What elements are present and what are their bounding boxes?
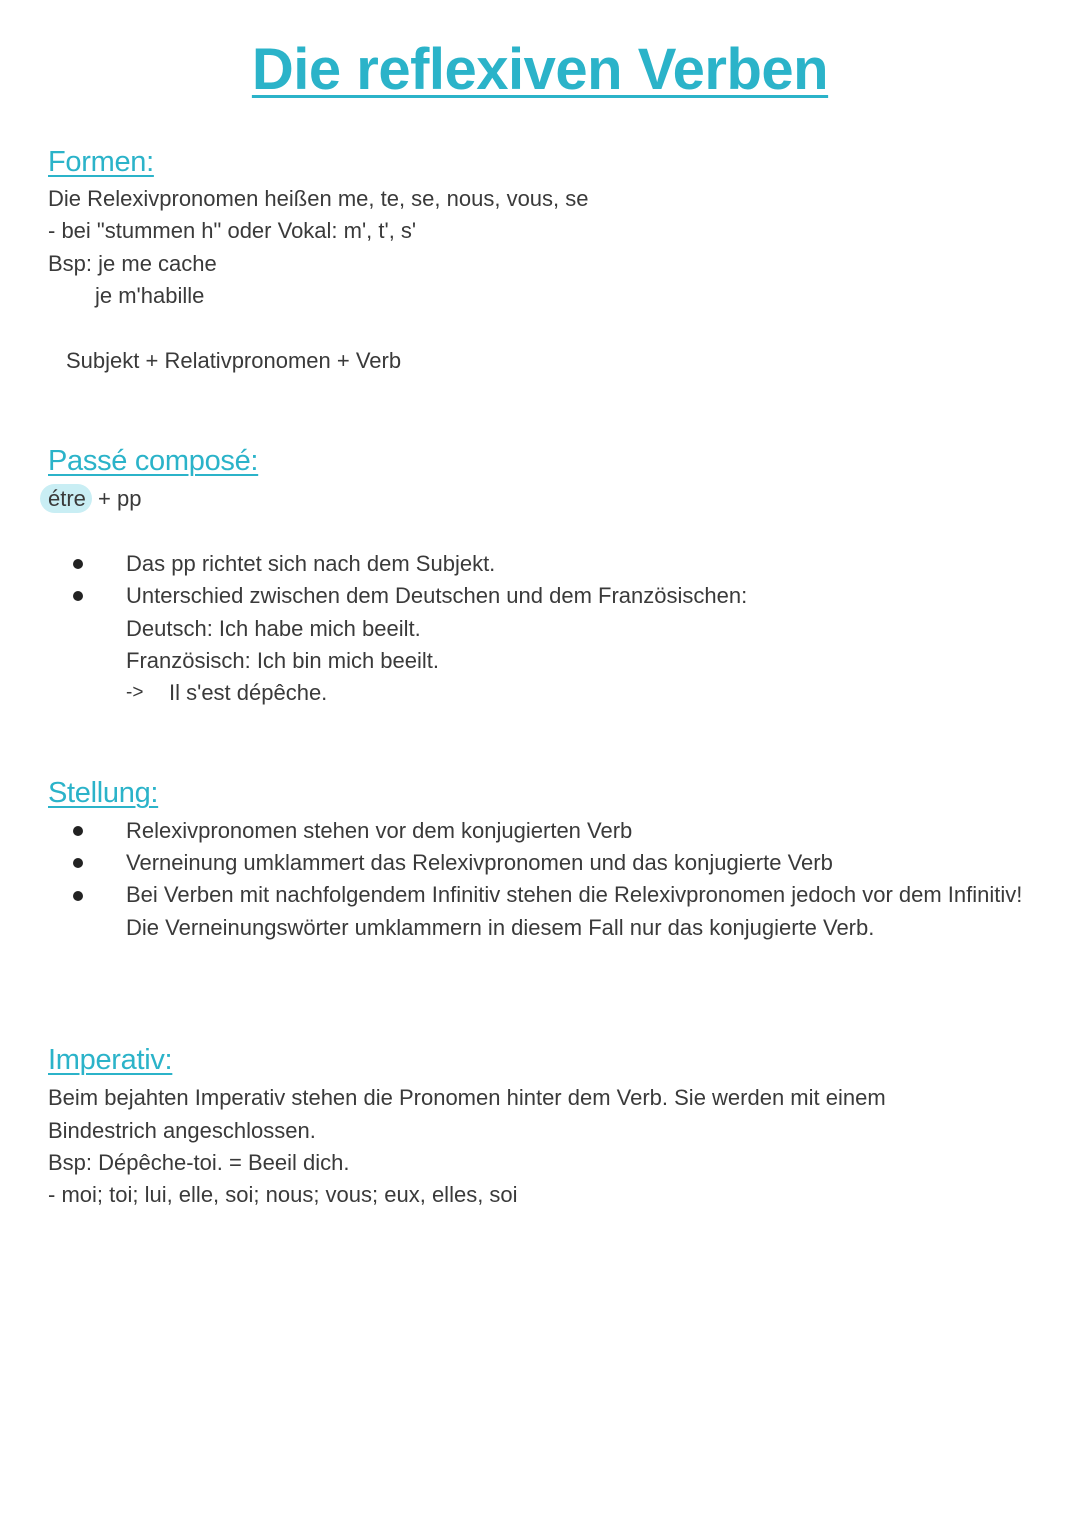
page-title-text: Die reflexiven Verben [251,37,829,102]
formen-line-4: je m'habille [95,283,205,308]
imperativ-pronouns: - moi; toi; lui, elle, soi; nous; vous; eux, elles, soi [48,1182,518,1207]
bullet-dot [73,559,83,569]
passe-compose-bullet-1: Das pp richtet sich nach dem Subjekt. [126,551,496,576]
stellung-bullet-1: Relexivpronomen stehen vor dem konjugierten Verb [126,818,633,843]
passe-compose-bullet-2: Unterschied zwischen dem Deutschen und dem Französischen: [126,583,748,608]
imperativ-paragraph: Beim bejahten Imperativ stehen die Pronomen hinter dem Verb. Sie werden mit einem Bindestrich angeschlossen. [48,1085,886,1143]
heading-stellung: Stellung: [48,777,159,809]
imperativ-example: Bsp: Dépêche-toi. = Beeil dich. [48,1150,350,1175]
arrow-icon: -> [126,682,144,703]
bullet-dot [73,826,83,836]
page-title [0,34,1080,106]
heading-passe-compose: Passé composé: [48,445,259,477]
passe-compose-subline-1: Deutsch: Ich habe mich beeilt. [126,616,421,641]
passe-compose-subline-2: Französisch: Ich bin mich beeilt. [126,648,440,673]
formula-rest: + pp [91,486,142,511]
formen-line-2: - bei "stummen h" oder Vokal: m', t', s' [48,218,417,243]
formen-line-1: Die Relexivpronomen heißen me, te, se, nous, vous, se [48,186,589,211]
heading-imperativ: Imperativ: [48,1044,173,1076]
bullet-dot [73,591,83,601]
stellung-bullet-3: Bei Verben mit nachfolgendem Infinitiv stehen die Relexivpronomen jedoch vor dem Infinitiv! Die Verneinungswörter umklammern in diesem Fall nur das konjugierte Verb. [126,882,1023,940]
etre-highlight: étre [40,484,92,513]
formen-formula: Subjekt + Relativpronomen + Verb [66,348,402,373]
bullet-dot [73,858,83,868]
heading-formen: Formen: [48,146,154,178]
bullet-dot [73,891,83,901]
passe-compose-example: Il s'est dépêche. [169,680,328,705]
formen-line-3: Bsp: je me cache [48,251,217,276]
passe-compose-formula [48,483,141,515]
stellung-bullet-2: Verneinung umklammert das Relexivpronomen und das konjugierte Verb [126,850,833,875]
